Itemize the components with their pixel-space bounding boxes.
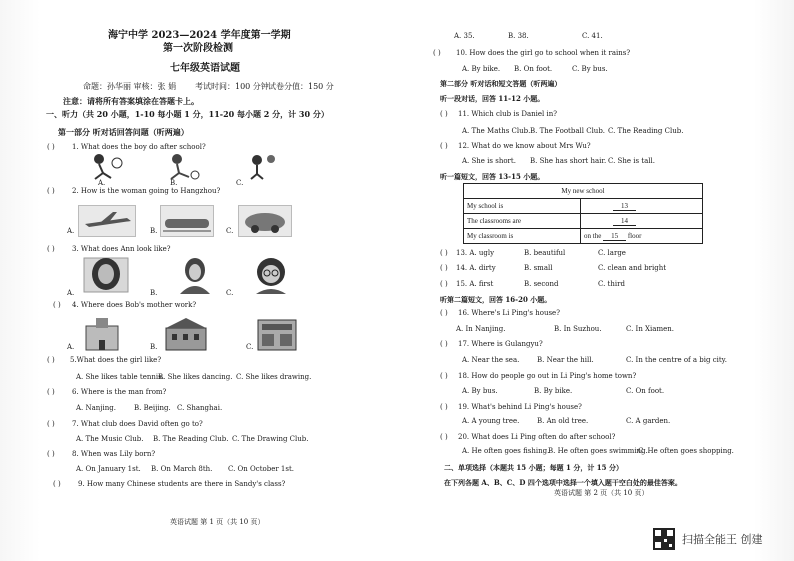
blank-14: 14 [581,214,703,229]
q15-option-b: B. second [524,280,559,288]
row-label: My classroom is [464,229,581,244]
q5-option-c: C. She likes drawing. [236,373,312,381]
note: 注意：请将所有答案填涂在答题卡上。 [63,96,199,106]
answer-paren: ( ) [440,309,448,317]
answer-paren: ( ) [440,110,448,118]
blank-13: 13 [581,199,703,214]
q10-option-c: C. By bus. [572,65,608,73]
question-10: 10. How does the girl go to school when it rains? [456,49,631,57]
option-label: A. [67,227,75,235]
q18-option-b: B. By bike. [534,387,573,395]
question-6: 6. Where is the man from? [72,388,167,396]
answer-paren: ( ) [440,264,448,272]
new-school-table [463,183,703,244]
q17-option-b: B. Near the hill. [537,356,594,364]
q6-option-c: C. Shanghai. [177,404,223,412]
question-18: 18. How do people go out in Li Ping's home town? [458,372,637,380]
answer-paren: ( ) [440,340,448,348]
question-17: 17. Where is Gulangyu? [458,340,543,348]
q12-option-a: A. She is short. [462,157,516,165]
boy-basketball-image [245,153,285,179]
q9-option-a: A. 35. [454,32,475,40]
answer-paren: ( ) [433,49,441,57]
answer-paren: ( ) [53,301,61,309]
q9-option-c: C. 41. [582,32,603,40]
answer-paren: ( ) [440,249,448,257]
answer-paren: ( ) [53,480,61,488]
q12-option-b: B. She has short hair. [530,157,607,165]
question-19: 19. What's behind Li Ping's house? [458,403,582,411]
option-label: C. [226,289,234,297]
q19-option-b: B. An old tree. [537,417,589,425]
q5-option-a: A. She likes table tennis. [76,373,164,381]
q19-option-a: A. A young tree. [462,417,520,425]
girl-long-hair-image [82,256,130,294]
question-3: 3. What does Ann look like? [72,245,171,253]
q16-option-c: C. In Xiamen. [626,325,674,333]
page-footer-1: 英语试题 第 1 页（共 10 页） [170,518,265,526]
q13-option-b: B. beautiful [524,249,566,257]
q10-option-a: A. By bike. [462,65,501,73]
option-label: C. [246,343,254,351]
question-1: 1. What does the boy do after school? [72,143,206,151]
plane-image [78,205,136,237]
subject-title: 七年级英语试题 [170,63,240,74]
q17-option-a: A. Near the sea. [462,356,520,364]
page-footer-2: 英语试题 第 2 页（共 10 页） [554,489,649,497]
q20-option-c: C. He often goes shopping. [638,447,734,455]
section-listening: 一、听力（共 20 小题，1-10 每小题 1 分，11-20 每小题 2 分，计 30 分） [46,109,329,119]
row-label: My school is [464,199,581,214]
q14-option-b: B. small [524,264,553,272]
q14-option-c: C. clean and bright [598,264,667,272]
q7-option-a: A. The Music Club. [76,435,144,443]
q11-option-c: C. The Reading Club. [608,127,684,135]
hospital-image [80,316,124,352]
answer-paren: ( ) [440,403,448,411]
option-label: B. [150,289,158,297]
answer-paren: ( ) [47,187,55,195]
car-image [238,205,292,237]
question-8: 8. When was Lily born? [72,450,156,458]
table-row [464,229,703,244]
q8-option-c: C. On October 1st. [228,465,294,473]
q6-option-b: B. Beijing. [134,404,171,412]
question-16: 16. Where's Li Ping's house? [458,309,560,317]
girl-glasses-image [250,256,292,294]
q17-option-c: C. In the centre of a big city. [626,356,727,364]
section-grammar: 二、单项选择（本题共 15 小题；每题 1 分，计 15 分） [444,463,623,472]
q7-option-b: B. The Reading Club. [153,435,229,443]
question-2: 2. How is the woman going to Hangzhou? [72,187,221,195]
row-label: The classrooms are [464,214,581,229]
answer-paren: ( ) [47,245,55,253]
part1-heading: 第一部分 听对话回答问题（听两遍） [58,127,189,137]
question-5: 5.What does the girl like? [70,356,162,364]
option-label: A. [67,289,75,297]
q20-option-b: B. He often goes swimming. [548,447,648,455]
q8-option-a: A. On January 1st. [76,465,141,473]
q11-option-a: A. The Maths Club. [462,127,531,135]
scanner-watermark: 扫描全能王 创建 [682,533,763,546]
q11-option-b: B. The Football Club. [530,127,606,135]
q18-option-a: A. By bus. [462,387,498,395]
q16-option-a: A. In Nanjing. [456,325,506,333]
q10-option-b: B. On foot. [514,65,553,73]
question-13: 13. A. ugly [456,249,495,257]
q19-option-c: C. A garden. [626,417,671,425]
dialog-instruction: 听一段对话，回答 11-12 小题。 [440,94,545,103]
woman-short-hair-image [174,256,216,294]
q8-option-b: B. On March 8th. [151,465,213,473]
question-20: 20. What does Li Ping often do after school? [458,433,616,441]
question-11: 11. Which club is Daniel in? [458,110,558,118]
blank-15: on the 15 floor [581,229,703,244]
part2-heading: 第二部分 听对话和短文答题（听两遍） [440,79,562,88]
boy-running-image [85,153,125,179]
exam-time: 考试时间：100 分钟 [195,82,269,91]
q18-option-c: C. On foot. [626,387,665,395]
option-label: C. [236,179,244,187]
option-label: B. [150,343,158,351]
train-image [160,205,214,237]
q5-option-b: B. She likes dancing. [158,373,233,381]
option-label: B. [150,227,158,235]
q12-option-c: C. She is tall. [608,157,655,165]
q6-option-a: A. Nanjing. [76,404,116,412]
table-title: My new school [464,184,703,199]
setters: 命题：孙华丽 审核：张 娟 [83,82,177,91]
grammar-instruction: 在下列各题 A、B、C、D 四个选项中选择一个填入题干空白处的最佳答案。 [444,478,682,487]
q20-option-a: A. He often goes fishing. [462,447,550,455]
q13-option-c: C. large [598,249,626,257]
passage2-instruction: 听第二篇短文，回答 16-20 小题。 [440,295,552,304]
table-row [464,214,703,229]
exam-title: 海宁中学 2023—2024 学年度第一学期 [108,30,291,41]
answer-paren: ( ) [440,142,448,150]
answer-paren: ( ) [47,420,55,428]
school-image [164,316,208,352]
option-label: A. [67,343,75,351]
question-7: 7. What club does David often go to? [72,420,203,428]
question-12: 12. What do we know about Mrs Wu? [458,142,591,150]
answer-paren: ( ) [440,280,448,288]
exam-subtitle: 第一次阶段检测 [163,43,233,54]
q15-option-c: C. third [598,280,625,288]
exam-score: 试卷分值：150 分 [268,82,334,91]
question-15: 15. A. first [456,280,494,288]
qr-code-icon [653,528,675,550]
answer-paren: ( ) [47,143,55,151]
question-4: 4. Where does Bob's mother work? [72,301,197,309]
answer-paren: ( ) [47,450,55,458]
answer-paren: ( ) [47,388,55,396]
question-9: 9. How many Chinese students are there in Sandy's class? [78,480,286,488]
boy-football-image [165,153,205,179]
option-label: A. [98,179,106,187]
table-row [464,199,703,214]
shop-image [256,316,298,352]
answer-paren: ( ) [440,433,448,441]
question-14: 14. A. dirty [456,264,496,272]
answer-paren: ( ) [47,356,55,364]
q16-option-b: B. In Suzhou. [554,325,602,333]
option-label: C. [226,227,234,235]
q9-option-b: B. 38. [508,32,529,40]
option-label: B. [170,179,178,187]
q7-option-c: C. The Drawing Club. [232,435,309,443]
answer-paren: ( ) [440,372,448,380]
passage-instruction: 听一篇短文，回答 13-15 小题。 [440,172,545,181]
